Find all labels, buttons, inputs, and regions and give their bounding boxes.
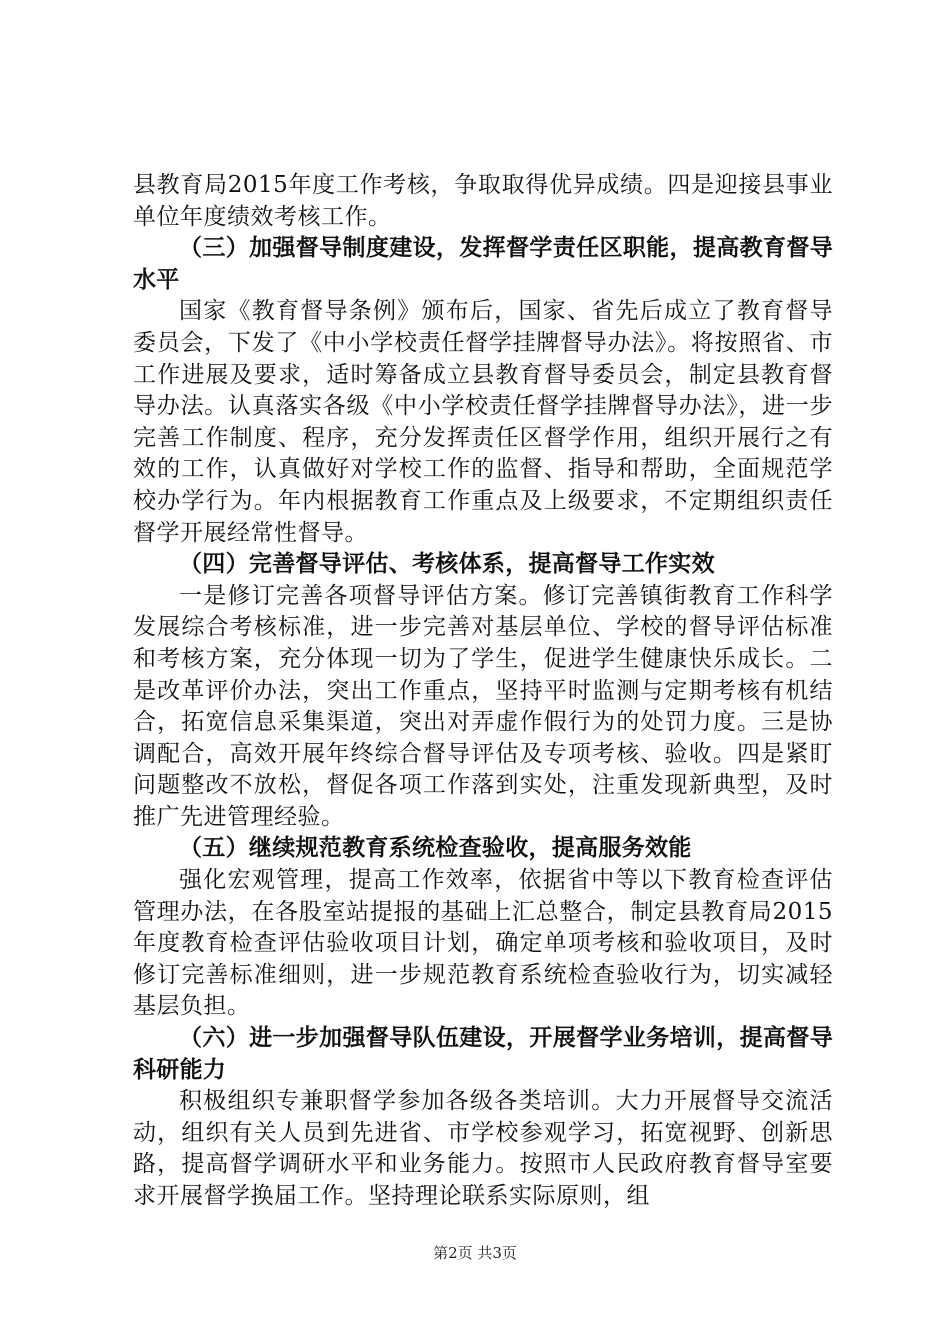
paragraph: 强化宏观管理，提高工作效率，依据省中等以下教育检查评估管理办法，在各股室站提报的基础上汇总整合，制定县教育局2015年度教育检查评估验收项目计划，确定单项考核和验收项目，及时修订完善标准细则，进一步规范教育系统检查验收行为，切实减轻基层负担。 <box>133 867 833 1020</box>
section-heading: （六）进一步加强督导队伍建设，开展督学业务培训，提高督导科研能力 <box>133 1025 833 1083</box>
section-heading: （三）加强督导制度建设，发挥督学责任区职能，提高教育督导水平 <box>133 235 833 293</box>
section-heading: （四）完善督导评估、考核体系，提高督导工作实效 <box>179 551 715 578</box>
document-body <box>133 170 833 1213</box>
paragraph: 一是修订完善各项督导评估方案。修订完善镇街教育工作科学发展综合考核标准，进一步完善对基层单位、学校的督导评估标准和考核方案，充分体现一切为了学生，促进学生健康快乐成长。二是改革评价办法，突出工作重点，坚持平时监测与定期考核有机结合，拓宽信息采集渠道，突出对弄虚作假行为的处罚力度。三是协调配合，高效开展年终综合督导评估及专项考核、验收。四是紧盯问题整改不放松，督促各项工作落到实处，注重发现新典型，及时推广先进管理经验。 <box>133 582 833 830</box>
paragraph: 积极组织专兼职督学参加各级各类培训。大力开展督导交流活动，组织有关人员到先进省、市学校参观学习，拓宽视野、创新思路，提高督学调研水平和业务能力。按照市人民政府教育督导室要求开展督学换届工作。坚持理论联系实际原则，组 <box>133 1088 833 1209</box>
page-number-footer: 第2页 共3页 <box>433 1244 517 1262</box>
paragraph: 县教育局2015年度工作考核，争取取得优异成绩。四是迎接县事业单位年度绩效考核工作。 <box>133 172 833 230</box>
paragraph: 国家《教育督导条例》颁布后，国家、省先后成立了教育督导委员会，下发了《中小学校责任督学挂牌督导办法》。将按照省、市工作进展及要求，适时筹备成立县教育督导委员会，制定县教育督导办法。认真落实各级《中小学校责任督学挂牌督导办法》，进一步完善工作制度、程序，充分发挥责任区督学作用，组织开展行之有效的工作，认真做好对学校工作的监督、指导和帮助，全面规范学校办学行为。年内根据教育工作重点及上级要求，不定期组织责任督学开展经常性督导。 <box>133 298 833 546</box>
section-heading: （五）继续规范教育系统检查验收，提高服务效能 <box>179 835 692 862</box>
